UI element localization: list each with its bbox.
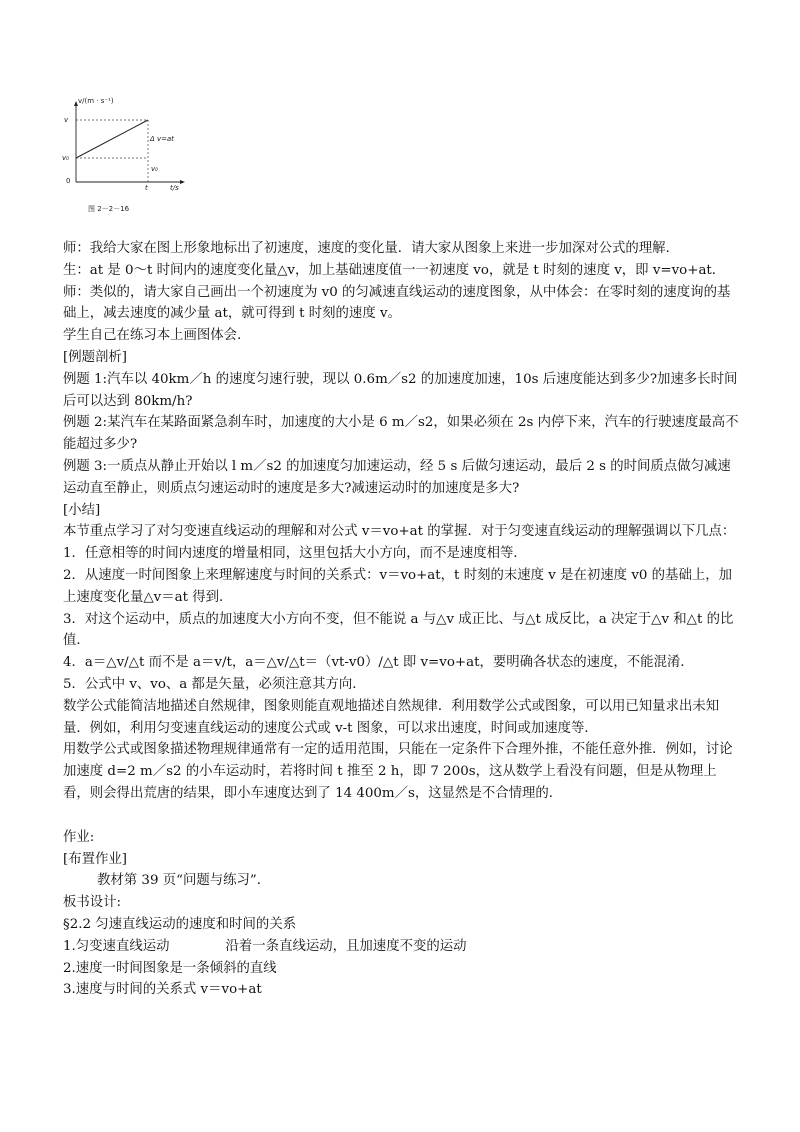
summary-point-2: 2．从速度一时间图象上来理解速度与时间的关系式：v＝vo+at，t 时刻的末速度 v 是在初速度 v0 的基础上，加上速度变化量△v＝at 得到． bbox=[63, 567, 733, 605]
paragraph-math-formulas: 数学公式能简洁地描述自然规律，图象则能直观地描述自然规律．利用数学公式或图象，可以用已知量求出未知量．例如，利用匀变速直线运动的速度公式或 v-t 图象，可以求出速度，时间或加速度等． bbox=[63, 698, 720, 736]
v0-segment-label: v₀ bbox=[151, 165, 158, 173]
velocity-line bbox=[76, 120, 148, 158]
example-3: 例题 3:一质点从静止开始以 l m／s2 的加速度匀加速运动，经 5 s 后做匀速运动，最后 2 s 的时间质点做匀减速运动直至静止，则质点匀速运动时的速度是多大?减速运动时的加速度是多大? bbox=[63, 458, 731, 496]
summary-point-4: 4．a＝△v/△t 而不是 a＝v/t，a＝△v/△t＝（vt-v0）/△t 即 v=vo+at，要明确各状态的速度，不能混淆． bbox=[63, 655, 694, 671]
origin-label: 0 bbox=[66, 177, 71, 185]
x-axis-arrow bbox=[180, 180, 185, 184]
paragraph-applicability: 用数学公式或图象描述物理规律通常有一定的适用范围，只能在一定条件下合理外推，不能任意外推．例如，讨论加速度 d=2 m／s2 的小车运动时，若将时间 t 推至 2 h，即 7 200s，这从数学上看没有问题，但是从物理上看，则会得出荒唐的结果，即小车速度达到了 14 400m／s，这显然是不合情理的． bbox=[63, 742, 733, 801]
example-1: 例题 1:汽车以 40km／h 的速度匀速行驶，现以 0.6m／s2 的加速度加速，10s 后速度能达到多少?加速多长时间后可以达到 80km/h? bbox=[63, 371, 738, 409]
section-summary: [小结] bbox=[63, 502, 101, 518]
velocity-time-graph bbox=[58, 98, 198, 218]
t-axis-label: t/s bbox=[170, 184, 179, 192]
summary-point-1: 1．任意相等的时间内速度的增量相同，这里包括大小方向，而不是速度相等． bbox=[63, 546, 527, 562]
t-label: t bbox=[145, 184, 148, 192]
homework-title: 作业: bbox=[63, 829, 95, 845]
example-2: 例题 2:某汽车在某路面紧急刹车时，加速度的大小是 6 m／s2，如果必须在 2s 内停下来，汽车的行驶速度最高不能超过多少? bbox=[63, 415, 739, 453]
velocity-time-figure bbox=[58, 98, 198, 218]
board-design-title: 板书设计: bbox=[63, 895, 122, 911]
section-example-analysis: [例题剖析] bbox=[63, 349, 128, 365]
delta-v-label: Δ v=at bbox=[150, 135, 175, 143]
homework-section: [布置作业] bbox=[63, 851, 128, 867]
board-item-1-term: 1.匀变速直线运动 bbox=[63, 938, 170, 954]
board-heading: §2.2 匀速直线运动的速度和时间的关系 bbox=[63, 916, 297, 932]
v0-label: v₀ bbox=[62, 154, 69, 162]
board-item-1-desc: 沿着一条直线运动，且加速度不变的运动 bbox=[225, 938, 467, 954]
summary-intro: 本节重点学习了对匀变速直线运动的理解和对公式 v＝vo+at 的掌握．对于匀变速直线运动的理解强调以下几点： bbox=[63, 524, 736, 540]
paragraph-teacher-1: 师：我给大家在图上形象地标出了初速度，速度的变化量．请大家从图象上来进一步加深对公式的理解． bbox=[63, 241, 679, 256]
summary-point-3: 3．对这个运动中，质点的加速度大小方向不变，但不能说 a 与△v 成正比、与△t 成反比，a 决定于△v 和△t 的比值． bbox=[63, 611, 734, 649]
y-axis-label: v/(m · s⁻¹) bbox=[78, 97, 114, 105]
paragraph-student-1: 生：at 是 0～t 时间内的速度变化量△v，加上基础速度值一一初速度 vo，就是 t 时刻的速度 v，即 v=vo+at． bbox=[63, 262, 726, 278]
board-item-3: 3.速度与时间的关系式 v＝vo+at bbox=[63, 982, 262, 998]
v-label: v bbox=[64, 116, 69, 124]
board-item-2: 2.速度一时间图象是一条倾斜的直线 bbox=[63, 960, 277, 976]
spacer bbox=[63, 805, 743, 827]
paragraph-teacher-2: 师：类似的，请大家自己画出一个初速度为 v0 的匀减速直线运动的速度图象，从中体会：在零时刻的速度询的基础上，减去速度的减少量 at，就可得到 t 时刻的速度 v。 bbox=[63, 284, 731, 322]
homework-task: 教材第 39 页“问题与练习”． bbox=[97, 873, 271, 889]
document-body bbox=[63, 238, 743, 1001]
summary-point-5: 5．公式中 v、vo、a 都是矢量，必须注意其方向． bbox=[63, 676, 366, 692]
figure-caption: 图 2－2－16 bbox=[88, 205, 130, 213]
paragraph-student-practice: 学生自己在练习本上画图体会． bbox=[63, 328, 251, 344]
board-item-1 bbox=[63, 936, 743, 958]
